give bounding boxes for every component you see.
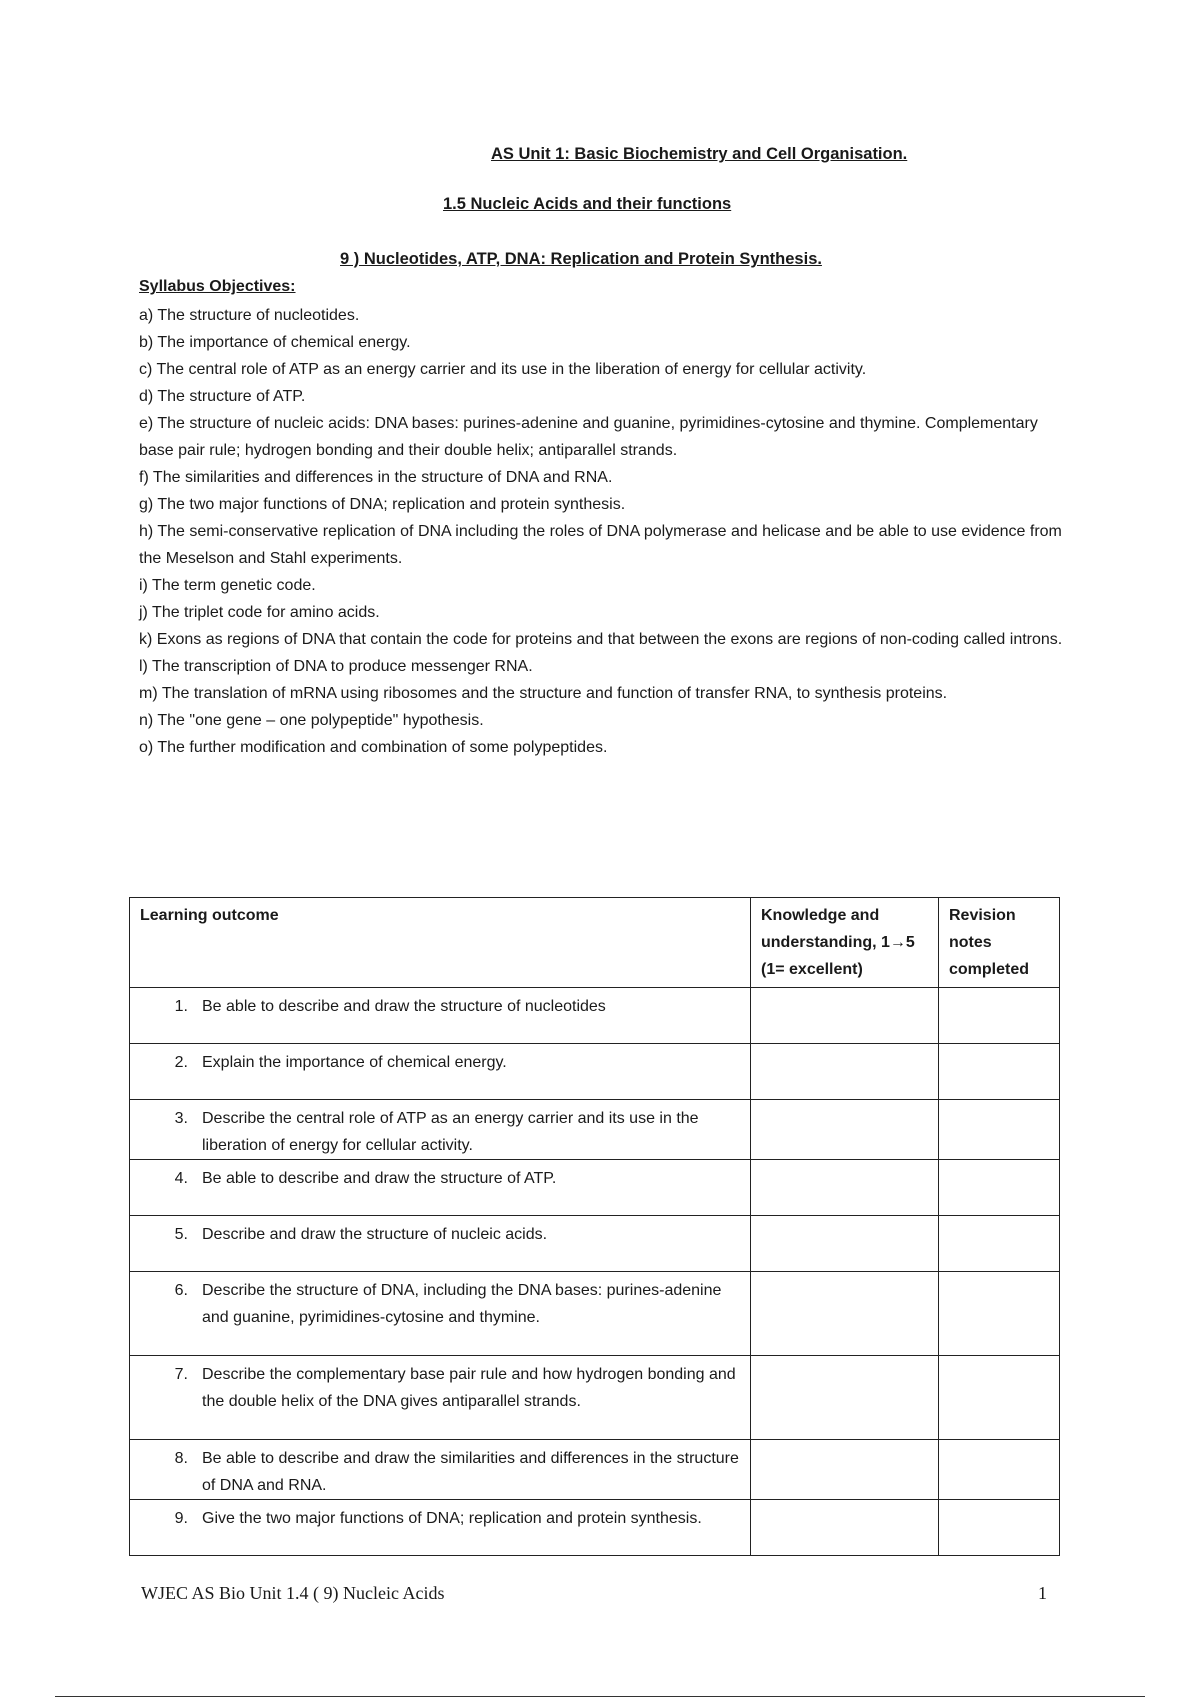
knowledge-cell[interactable] — [751, 988, 939, 1044]
knowledge-cell[interactable] — [751, 1160, 939, 1216]
knowledge-cell[interactable] — [751, 1044, 939, 1100]
table-header-row — [130, 898, 1060, 988]
outcome-text: Describe the complementary base pair rule and how hydrogen bonding and the double helix of the DNA gives antiparallel strands. — [202, 1366, 736, 1410]
objective-item: d) The structure of ATP. — [139, 388, 306, 405]
topic-title: 9 ) Nucleotides, ATP, DNA: Replication and Protein Synthesis. — [340, 250, 822, 268]
row-number: 5. — [174, 1226, 188, 1243]
row-number: 2. — [174, 1054, 188, 1071]
outcome-cell — [130, 1500, 751, 1556]
footer-text: WJEC AS Bio Unit 1.4 ( 9) Nucleic Acids — [141, 1583, 445, 1603]
header-learning-outcome: Learning outcome — [130, 898, 751, 988]
row-number: 4. — [174, 1170, 188, 1187]
outcome-cell — [130, 1440, 751, 1500]
outcome-text: Describe the structure of DNA, including the DNA bases: purines-adenine and guanine, pyrimidines-cytosine and thymine. — [202, 1282, 722, 1326]
objective-item: c) The central role of ATP as an energy carrier and its use in the liberation of energy for cellular activity. — [139, 361, 867, 378]
knowledge-cell[interactable] — [751, 1216, 939, 1272]
objective-item: g) The two major functions of DNA; replication and protein synthesis. — [139, 496, 626, 513]
objective-item: i) The term genetic code. — [139, 577, 316, 594]
objective-item: f) The similarities and differences in the structure of DNA and RNA. — [139, 469, 613, 486]
knowledge-cell[interactable] — [751, 1440, 939, 1500]
table-row — [130, 1100, 1060, 1160]
knowledge-cell[interactable] — [751, 1356, 939, 1440]
revision-cell[interactable] — [939, 1500, 1060, 1556]
objective-item: h) The semi-conservative replication of DNA including the roles of DNA polymerase and helicase and be able to use evidence from the Meselson and Stahl experiments. — [139, 523, 1062, 567]
revision-cell[interactable] — [939, 988, 1060, 1044]
section-title: 1.5 Nucleic Acids and their functions — [443, 195, 732, 213]
outcome-text: Be able to describe and draw the structure of nucleotides — [202, 998, 606, 1015]
outcome-text: Explain the importance of chemical energy. — [202, 1054, 507, 1071]
table-row — [130, 1216, 1060, 1272]
objective-item: k) Exons as regions of DNA that contain the code for proteins and that between the exons are regions of non-coding called introns. — [139, 631, 1063, 648]
row-number: 6. — [174, 1282, 188, 1299]
row-number: 8. — [174, 1450, 188, 1467]
outcome-cell — [130, 1100, 751, 1160]
table-row — [130, 1500, 1060, 1556]
page-bottom-rule — [55, 1696, 1145, 1697]
header-revision: Revision notes completed — [939, 898, 1060, 988]
outcome-cell — [130, 988, 751, 1044]
knowledge-cell[interactable] — [751, 1272, 939, 1356]
row-number: 7. — [174, 1366, 188, 1383]
table-row — [130, 1272, 1060, 1356]
objectives-title: Syllabus Objectives: — [139, 278, 296, 295]
outcome-cell — [130, 1160, 751, 1216]
objective-item: e) The structure of nucleic acids: DNA bases: purines-adenine and guanine, pyrimidines-cytosine and thymine. Complementary base pair rule; hydrogen bonding and their double helix; antiparallel strands. — [139, 415, 1038, 459]
table-row — [130, 1356, 1060, 1440]
objective-item: b) The importance of chemical energy. — [139, 334, 411, 351]
objective-item: l) The transcription of DNA to produce messenger RNA. — [139, 658, 533, 675]
outcome-text: Be able to describe and draw the structure of ATP. — [202, 1170, 557, 1187]
knowledge-cell[interactable] — [751, 1100, 939, 1160]
page-number: 1 — [1038, 1583, 1047, 1603]
outcome-text: Be able to describe and draw the similarities and differences in the structure of DNA and RNA. — [202, 1450, 739, 1494]
outcome-text: Describe and draw the structure of nucleic acids. — [202, 1226, 548, 1243]
header-knowledge: Knowledge and understanding, 1→5 (1= excellent) — [751, 898, 939, 988]
knowledge-cell[interactable] — [751, 1500, 939, 1556]
unit-title: AS Unit 1: Basic Biochemistry and Cell Organisation. — [491, 145, 908, 163]
revision-cell[interactable] — [939, 1160, 1060, 1216]
table-row — [130, 1160, 1060, 1216]
table-row — [130, 1044, 1060, 1100]
objective-item: n) The "one gene – one polypeptide" hypothesis. — [139, 712, 484, 729]
table-row — [130, 988, 1060, 1044]
objective-item: a) The structure of nucleotides. — [139, 307, 360, 324]
outcome-text: Describe the central role of ATP as an energy carrier and its use in the liberation of energy for cellular activity. — [202, 1110, 699, 1154]
outcome-cell — [130, 1356, 751, 1440]
outcome-cell — [130, 1216, 751, 1272]
row-number: 1. — [174, 998, 188, 1015]
revision-cell[interactable] — [939, 1272, 1060, 1356]
outcome-cell — [130, 1044, 751, 1100]
row-number: 9. — [174, 1510, 188, 1527]
revision-cell[interactable] — [939, 1440, 1060, 1500]
objectives-list — [139, 302, 1069, 761]
objective-item: o) The further modification and combination of some polypeptides. — [139, 739, 608, 756]
learning-outcomes-table — [129, 897, 1060, 1556]
revision-cell[interactable] — [939, 1044, 1060, 1100]
outcome-text: Give the two major functions of DNA; replication and protein synthesis. — [202, 1510, 702, 1527]
row-number: 3. — [174, 1110, 188, 1127]
revision-cell[interactable] — [939, 1356, 1060, 1440]
table-row — [130, 1440, 1060, 1500]
revision-cell[interactable] — [939, 1216, 1060, 1272]
revision-cell[interactable] — [939, 1100, 1060, 1160]
objective-item: j) The triplet code for amino acids. — [139, 604, 380, 621]
objective-item: m) The translation of mRNA using ribosomes and the structure and function of transfer RNA, to synthesis proteins. — [139, 685, 948, 702]
outcome-cell — [130, 1272, 751, 1356]
